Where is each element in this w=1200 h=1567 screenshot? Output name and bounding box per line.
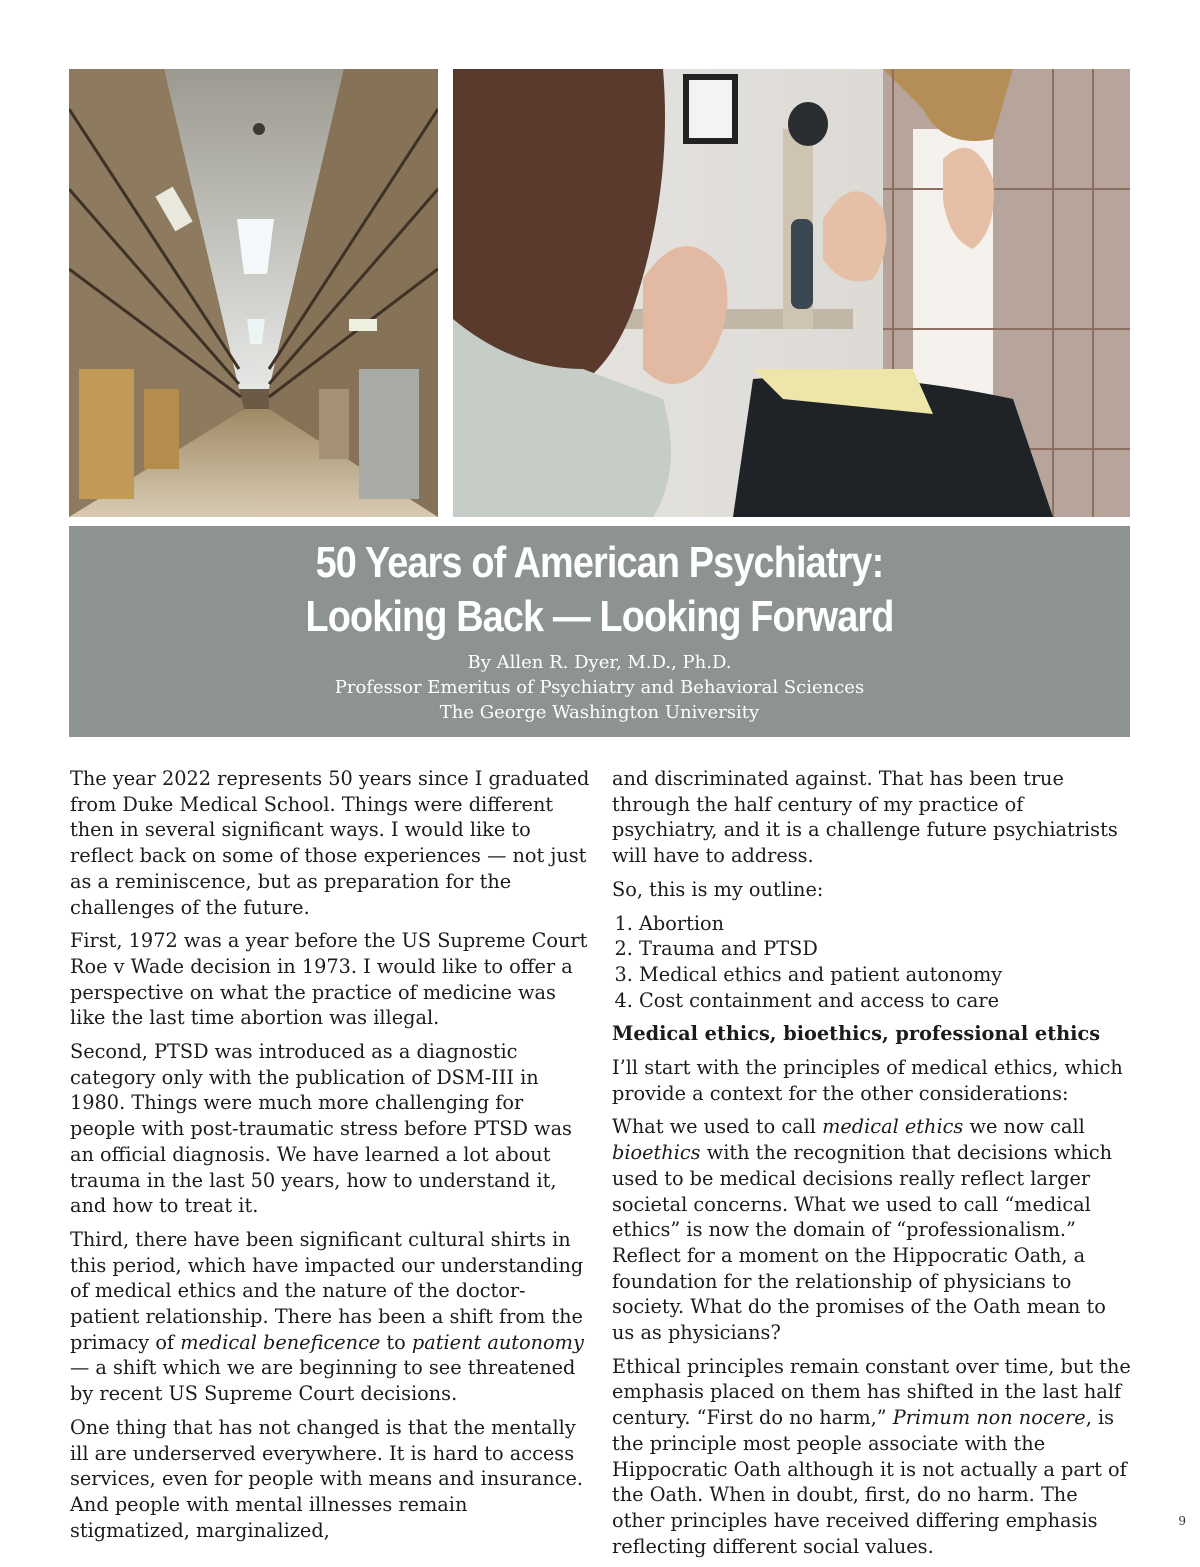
author-byline: By Allen R. Dyer, M.D., Ph.D. xyxy=(467,652,732,673)
title-banner xyxy=(69,526,1130,737)
emphasis: medical beneficence xyxy=(180,1330,381,1354)
outline-intro: So, this is my outline: xyxy=(612,877,824,901)
emphasis: bioethics xyxy=(612,1141,701,1165)
paragraph xyxy=(70,1227,590,1407)
paragraph xyxy=(612,1354,1132,1560)
list-item: 2. Trauma and PTSD xyxy=(639,936,1132,962)
article-title xyxy=(143,536,1055,644)
list-item: 4. Cost containment and access to care xyxy=(639,988,1132,1014)
text-run: — a shift which we are beginning to see threatened by recent US Supreme Court decisions. xyxy=(70,1356,576,1406)
title-line-2: Looking Back — Looking Forward xyxy=(305,592,894,641)
author-university: The George Washington University xyxy=(439,702,760,723)
prison-corridor-photo xyxy=(69,69,438,517)
author-title: Professor Emeritus of Psychiatry and Behavioral Sciences xyxy=(334,677,865,698)
text-run: to xyxy=(380,1330,412,1354)
left-column xyxy=(70,766,590,1551)
section-heading: Medical ethics, bioethics, professional ethics xyxy=(612,1022,1101,1046)
list-item: 3. Medical ethics and patient autonomy xyxy=(639,962,1132,988)
page-number: 9 xyxy=(1178,1514,1186,1528)
paragraph: First, 1972 was a year before the US Supreme Court Roe v Wade decision in 1973. I would like to offer a perspective on what the practice of medicine was like the last time abortion was illegal. xyxy=(70,929,588,1030)
paragraph: Second, PTSD was introduced as a diagnostic category only with the publication of DSM-III in 1980. Things were much more challenging for people with post-traumatic stress before PTSD was an official diagnosis. We have learned a lot about trauma in the last 50 years, how to understand it, and how to treat it. xyxy=(70,1040,572,1218)
emphasis: patient autonomy xyxy=(411,1330,584,1354)
paragraph xyxy=(612,1114,1132,1345)
text-run: with the recognition that decisions which used to be medical decisions really reflect larger societal concerns. What we used to call “medical ethics” is now the domain of “professionalism.” Reflect for a moment on the Hippocratic Oath, a foundation for the relationship of physicians to society. What do the promises of the Oath mean to us as physicians? xyxy=(612,1141,1113,1345)
outline-list xyxy=(612,911,1132,1014)
byline-block xyxy=(69,650,1130,725)
right-column xyxy=(612,766,1132,1567)
list-item: 1. Abortion xyxy=(639,911,1132,937)
paragraph: and discriminated against. That has been true through the half century of my practice of psychiatry, and it is a challenge future psychiatrists will have to address. xyxy=(612,767,1118,868)
paragraph: The year 2022 represents 50 years since I graduated from Duke Medical School. Things were different then in several significant ways. I would like to reflect back on some of those experiences — not just as a reminiscence, but as preparation for the challenges of the future. xyxy=(70,767,590,919)
text-run: , is the principle most people associate with the Hippocratic Oath although it is not actually a part of the Oath. When in doubt, first, do no harm. The other principles have received differing emphasis reflecting different social values. xyxy=(612,1406,1127,1558)
text-run: Ethical principles remain constant over time, but the emphasis placed on them has shifted in the last half century. “First do no harm,” xyxy=(612,1354,1131,1430)
text-run: What we used to call xyxy=(612,1115,823,1139)
paragraph: One thing that has not changed is that the mentally ill are underserved everywhere. It is hard to access services, even for people with means and insurance. And people with mental illnesses remain stigmatized, marginalized, xyxy=(70,1415,584,1542)
emphasis: Primum non nocere xyxy=(892,1406,1086,1430)
therapy-session-photo xyxy=(453,69,1130,517)
text-run: we now call xyxy=(963,1115,1085,1139)
text-run: Third, there have been significant cultural shirts in this period, which have impacted our understanding of medical ethics and the nature of the doctor-patient relationship. There has been a shift from the primacy of xyxy=(70,1227,584,1354)
title-line-1: 50 Years of American Psychiatry: xyxy=(315,538,884,587)
emphasis: medical ethics xyxy=(822,1115,964,1139)
paragraph: I’ll start with the principles of medical ethics, which provide a context for the other considerations: xyxy=(612,1056,1123,1105)
